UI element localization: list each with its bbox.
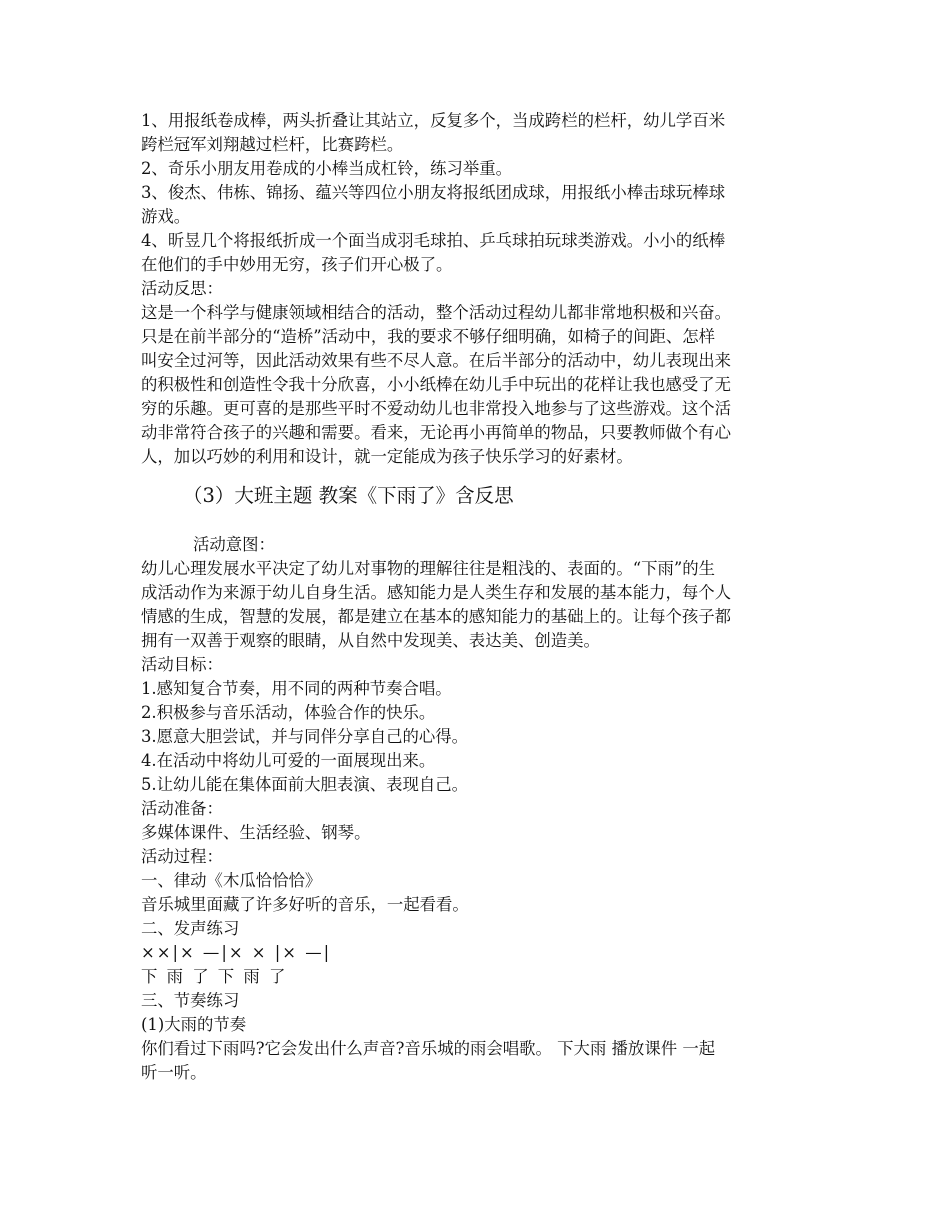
text-line: 动非常符合孩子的兴趣和需要。看来，无论再小再简单的物品，只要教师做个有心 [141,423,732,442]
document-page [141,109,813,1085]
text-line: 音乐城里面藏了许多好听的音乐，一起看看。 [141,895,469,914]
section-heading: （3）大班主题 教案《下雨了》含反思 [183,484,514,507]
text-line: 叫安全过河等，因此活动效果有些不尽人意。在后半部分的活动中，幼儿表现出来 [141,351,732,370]
goal-item: 2.积极参与音乐活动，体验合作的快乐。 [141,703,436,722]
lyrics-line: 下 雨 了 下 雨 了 [141,967,288,986]
text-line: 游戏。 [141,207,191,226]
text-line: 多媒体课件、生活经验、钢琴。 [141,823,371,842]
goal-item: 3.愿意大胆尝试，并与同伴分享自己的心得。 [141,727,469,746]
text-line: 拥有一双善于观察的眼睛，从自然中发现美、表达美、创造美。 [141,631,600,650]
goals-label: 活动目标： [141,655,223,674]
text-line: 穷的乐趣。更可喜的是那些平时不爱动幼儿也非常投入地参与了这些游戏。这个活 [141,399,732,418]
text-line: 3、俊杰、伟栋、锦扬、蕴兴等四位小朋友将报纸团成球，用报纸小棒击球玩棒球 [141,183,726,202]
goal-item: 1.感知复合节奏，用不同的两种节奏合唱。 [141,679,452,698]
intent-label: 活动意图： [193,535,275,554]
preparation-label: 活动准备： [141,799,223,818]
text-line: 幼儿心理发展水平决定了幼儿对事物的理解往往是粗浅的、表面的。“下雨”的生 [141,559,716,578]
process-label: 活动过程： [141,847,223,866]
text-line: 2、奇乐小朋友用卷成的小棒当成杠铃，练习举重。 [141,159,513,178]
text-line: 你们看过下雨吗?它会发出什么声音?音乐城的雨会唱歌。 下大雨 播放课件 一起 [141,1039,716,1058]
text-line: 4、昕昱几个将报纸折成一个面当成羽毛球拍、乒乓球拍玩球类游戏。小小的纸棒 [141,231,726,250]
rhythm-notation: ××|× —|× × |× —| [141,943,332,962]
sub-step-heading: (1)大雨的节奏 [141,1015,247,1034]
section-lesson-plan [141,533,813,1085]
reflection-label: 活动反思： [141,279,223,298]
section-activities [141,109,813,469]
text-line: 跨栏冠军刘翔越过栏杆，比赛跨栏。 [141,135,404,154]
text-line: 情感的生成，智慧的发展，都是建立在基本的感知能力的基础上的。让每个孩子都 [141,607,732,626]
text-line: 在他们的手中妙用无穷，孩子们开心极了。 [141,255,453,274]
text-line: 的积极性和创造性令我十分欣喜，小小纸棒在幼儿手中玩出的花样让我也感受了无 [141,375,732,394]
step-heading: 三、节奏练习 [141,991,240,1010]
step-heading: 二、发声练习 [141,919,240,938]
text-line: 人，加以巧妙的利用和设计，就一定能成为孩子快乐学习的好素材。 [141,447,633,466]
text-line: 只是在前半部分的“造桥”活动中，我的要求不够仔细明确，如椅子的间距、怎样 [141,327,716,346]
goal-item: 5.让幼儿能在集体面前大胆表演、表现自己。 [141,775,469,794]
text-line: 1、用报纸卷成棒，两头折叠让其站立，反复多个，当成跨栏的栏杆，幼儿学百米 [141,111,726,130]
goal-item: 4.在活动中将幼儿可爱的一面展现出来。 [141,751,436,770]
step-heading: 一、律动《木瓜恰恰恰》 [141,871,322,890]
text-line: 这是一个科学与健康领域相结合的活动，整个活动过程幼儿都非常地积极和兴奋。 [141,303,732,322]
text-line: 听一听。 [141,1063,207,1082]
text-line: 成活动作为来源于幼儿自身生活。感知能力是人类生存和发展的基本能力，每个人 [141,583,732,602]
